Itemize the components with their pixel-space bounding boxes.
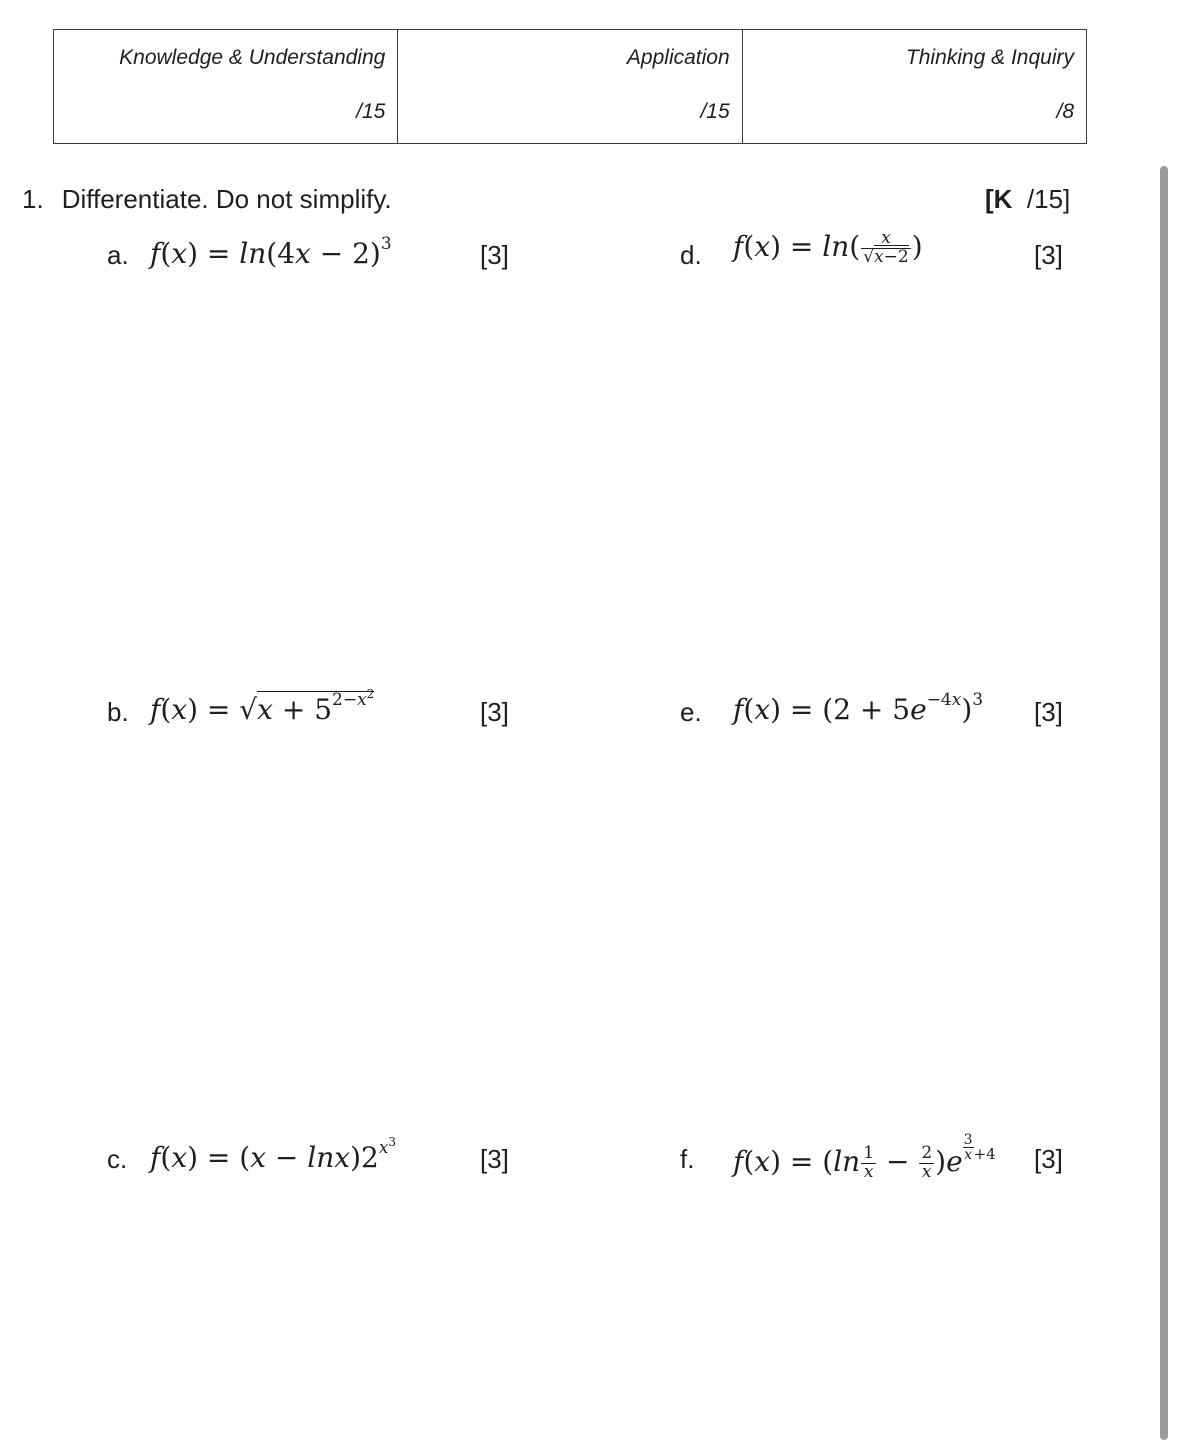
part-letter-e: e. <box>680 697 702 727</box>
category-total: /15] <box>1026 184 1071 214</box>
part-letter-b: b. <box>107 697 129 727</box>
part-marks-b: [3] <box>480 697 509 727</box>
marks-cell-knowledge <box>54 30 398 144</box>
part-marks-a: [3] <box>480 240 509 270</box>
part-letter-c: c. <box>107 1144 128 1174</box>
part-marks-f: [3] <box>1034 1144 1063 1174</box>
part-marks-c: [3] <box>480 1144 509 1174</box>
marks-cell-thinking <box>742 30 1086 144</box>
category-letter: [K <box>985 184 1013 214</box>
part-letter-a: a. <box>107 240 129 270</box>
part-expression-a: $f(x) = \ln(4x - 2)^3$ <box>150 234 392 270</box>
marks-cell-application <box>398 30 742 144</box>
marks-category-title: Thinking & Inquiry <box>905 46 1074 69</box>
part-marks-d: [3] <box>1034 240 1063 270</box>
question-heading <box>22 184 392 215</box>
part-letter-d: d. <box>680 240 702 270</box>
question-instruction: Differentiate. Do not simplify. <box>61 184 392 214</box>
part-expression-f: f(x) = (ln $\frac{1}{x}$ − $\frac{2}{x}$ )e $\frac{3}{x}$ $^{+4}$ <box>733 1132 996 1182</box>
part-expression-b: $f(x) = √x + 5^{2-x^2}$ <box>150 687 375 726</box>
marks-category-total: /8 <box>1056 100 1074 123</box>
marks-summary-table <box>53 29 1087 144</box>
marks-category-total: /15 <box>356 100 386 123</box>
question-number: 1. <box>22 184 44 214</box>
part-marks-e: [3] <box>1034 697 1063 727</box>
part-expression-d: f(x) = ln( $\frac{x}{√x-2}$ ) <box>733 228 923 267</box>
marks-category-title: Knowledge & Understanding <box>119 46 386 69</box>
part-letter-f: f. <box>680 1144 695 1174</box>
part-expression-c: $f(x) = (x - \ln x)2^{x^3}$ <box>150 1135 397 1174</box>
marks-category-title: Application <box>626 46 730 69</box>
part-expression-e: $f(x) = (2 + 5e^{-4x})^3$ <box>733 690 984 726</box>
question-category-marks <box>985 184 1070 215</box>
marks-category-total: /15 <box>700 100 730 123</box>
vertical-scrollbar[interactable] <box>1160 166 1168 1440</box>
